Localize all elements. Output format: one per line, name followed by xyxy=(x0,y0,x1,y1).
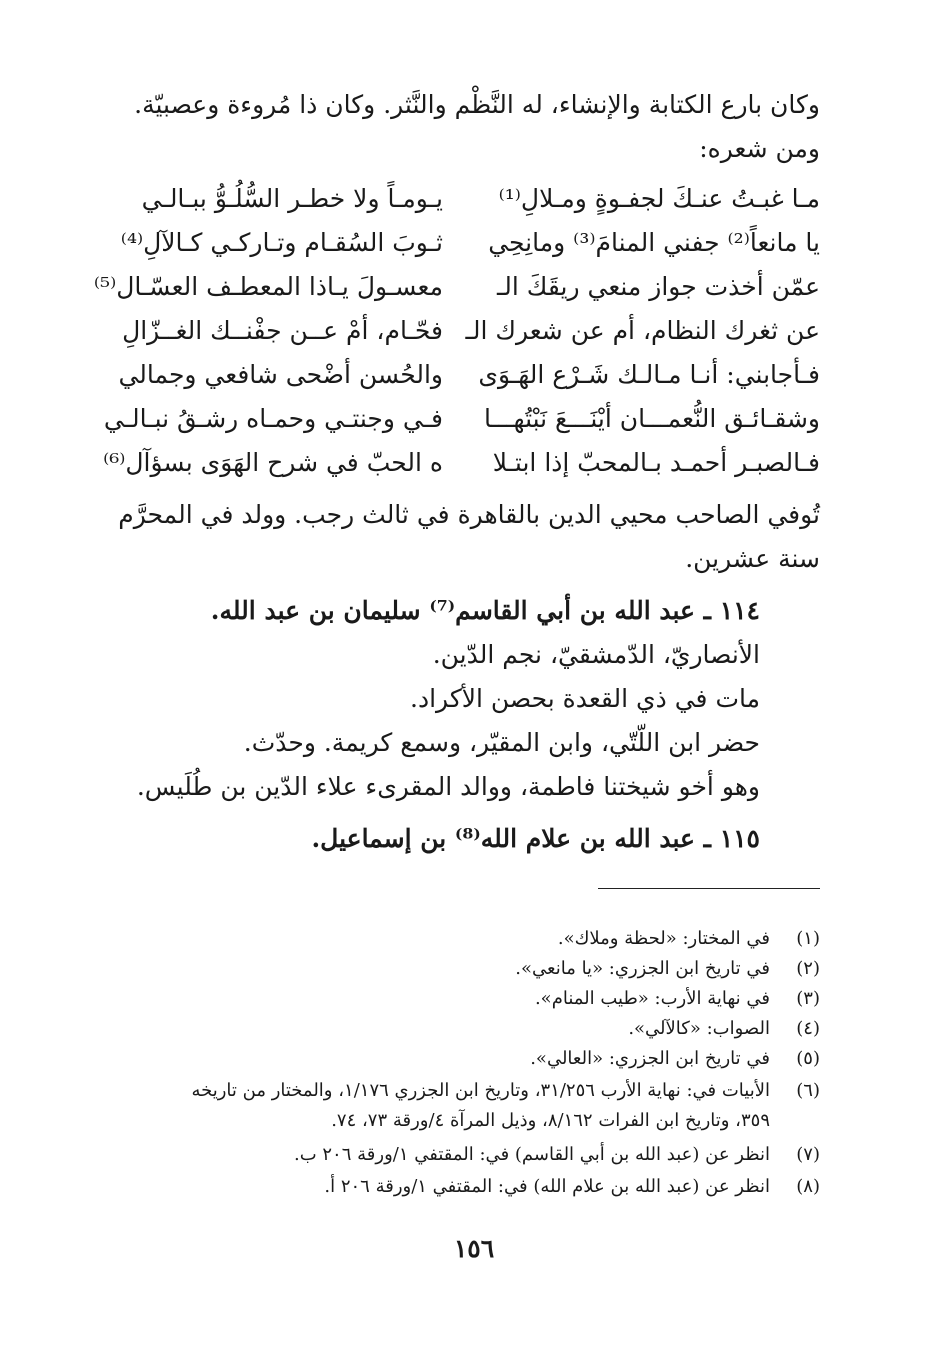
verse-2-first: يا مانعاً⁽²⁾ جفني المنامَ⁽³⁾ ومانِحِي xyxy=(488,228,820,257)
verse-7-second: ه الحبّ في شرح الهَوَى بسؤآل⁽⁶⁾ xyxy=(103,448,443,477)
footnote-2-text: في تاريخ ابن الجزري: «يا مانعي». xyxy=(515,958,770,979)
intro-line-1: وكان بارع الكتابة والإنشاء، له النَّظْم والنَّثر. وكان ذا مُروءة وعصبيّة. xyxy=(134,90,820,119)
verse-3-first: عمّن أخذت جواز منعي ريقَكَ الـ xyxy=(496,272,820,301)
footnote-divider xyxy=(598,888,820,889)
verse-4-second: فحّـام، أمْ عــن جفْنــك الغــزّالِ xyxy=(122,316,443,345)
verse-4-first: عن ثغرك النظام، أم عن شعرك الـ xyxy=(465,316,820,345)
verse-6-second: فـي وجنتـي وحمـاه رشـقُ نبـالـي xyxy=(103,404,443,433)
death-note-line-2: سنة عشرين. xyxy=(685,544,820,573)
verse-3-second: معسـولَ يـاذا المعطـف العسّـال⁽⁵⁾ xyxy=(93,272,443,301)
footnote-3-text: في نهاية الأرب: «طيب المنام». xyxy=(534,988,770,1009)
verse-7-first: فـالصبـر أحمـد بـالمحبّ إذا ابتـلا xyxy=(492,448,820,477)
verse-5-first: فـأجابني: أنـا مـالـك شَـرْع الهَـوَى xyxy=(478,360,820,389)
entry-114-line-4: وهو أخو شيختنا فاطمة، ووالد المقرىء علاء الدّين بن طُلَيس. xyxy=(136,772,760,801)
entry-114-line-3: حضر ابن اللّتّي، وابن المقيّر، وسمع كريمة. وحدّث. xyxy=(243,728,760,757)
verse-6-first: وشقـائـق النُّعمـــان أيْنَـــعَ نَبْتُهـــا xyxy=(483,404,820,433)
verse-1-second: يـومـاً ولا خطـر السُّلُـوُّ ببـالـي xyxy=(141,184,443,213)
footnote-4-text: الصواب: «كالآلي». xyxy=(628,1018,770,1039)
entry-114-line-2: مات في ذي القعدة بحصن الأكراد. xyxy=(410,684,760,713)
verse-1-first: مـا غبـتُ عنـكَ لجفـوةٍ ومـلالِ⁽¹⁾ xyxy=(498,184,820,213)
footnote-1-number: (١) xyxy=(796,928,820,949)
entry-114-line-1: الأنصاريّ، الدّمشقيّ، نجم الدّين. xyxy=(432,640,760,669)
footnote-7-number: (٧) xyxy=(796,1144,820,1165)
footnote-2-number: (٢) xyxy=(796,958,820,979)
footnote-4-number: (٤) xyxy=(796,1018,820,1039)
death-note-line-1: تُوفي الصاحب محيي الدين بالقاهرة في ثالث رجب. وولد في المحرَّم xyxy=(118,500,820,529)
footnote-1-text: في المختار: «لحظة وملاك». xyxy=(557,928,770,949)
footnote-5-number: (٥) xyxy=(796,1048,820,1069)
footnote-8-number: (٨) xyxy=(796,1176,820,1197)
verse-5-second: والحُسن أضْحى شافعي وجمالي xyxy=(118,360,443,389)
footnote-7-text: انظر عن (عبد الله بن أبي القاسم) في: المقتفي ١/ورقة ٢٠٦ ب. xyxy=(294,1144,770,1165)
footnote-3-number: (٣) xyxy=(796,988,820,1009)
footnote-6-text: الأبيات في: نهاية الأرب ٣١/٢٥٦، وتاريخ ابن الجزري ١/١٧٦، والمختار من تاريخه xyxy=(191,1080,770,1101)
intro-line-2: ومن شعره: xyxy=(699,134,820,163)
footnote-6-number: (٦) xyxy=(796,1080,820,1101)
footnote-5-text: في تاريخ ابن الجزري: «العالي». xyxy=(530,1048,770,1069)
entry-115-title: ١١٥ ـ عبد الله بن علام الله⁽⁸⁾ بن إسماعيل. xyxy=(311,824,760,853)
entry-114-title: ١١٤ ـ عبد الله بن أبي القاسم⁽⁷⁾ سليمان بن عبد الله. xyxy=(210,596,760,625)
verse-2-second: ثـوبَ السُقـام وتـاركـي كـالآلِ⁽⁴⁾ xyxy=(120,228,443,257)
footnote-8-text: انظر عن (عبد الله بن علام الله) في: المقتفي ١/ورقة ٢٠٦ أ. xyxy=(324,1176,770,1197)
page-number: ١٥٦ xyxy=(453,1234,495,1263)
footnote-6-continuation: ٣٥٩، وتاريخ ابن الفرات ٨/١٦٢، وذيل المرآة ٤/ورقة ٧٣، ٧٤. xyxy=(331,1110,770,1131)
